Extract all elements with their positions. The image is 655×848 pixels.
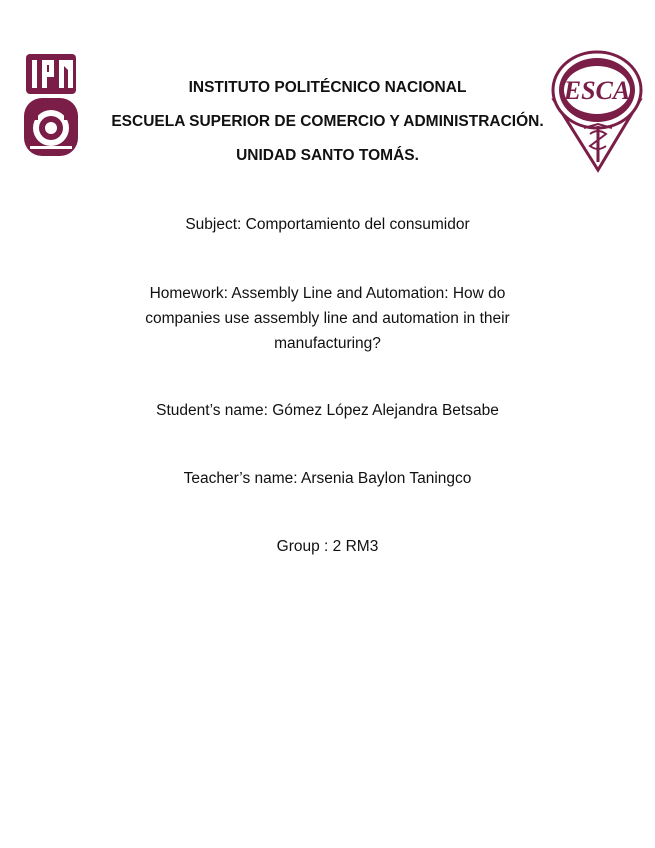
institution-name: INSTITUTO POLITÉCNICO NACIONAL bbox=[188, 79, 467, 96]
teacher-name: Teacher’s name: Arsenia Baylon Taningco bbox=[183, 470, 472, 487]
student-name: Student’s name: Gómez López Alejandra Betsabe bbox=[156, 402, 499, 419]
school-name: ESCUELA SUPERIOR DE COMERCIO Y ADMINISTRACIÓN. bbox=[111, 113, 544, 130]
svg-text:ESCA: ESCA bbox=[563, 76, 631, 105]
ipn-logo-icon bbox=[20, 48, 82, 166]
campus-name: UNIDAD SANTO TOMÁS. bbox=[236, 147, 419, 164]
homework-line: companies use assembly line and automation in their bbox=[145, 310, 510, 327]
group-line: Group : 2 RM3 bbox=[276, 538, 379, 555]
subject-line: Subject: Comportamiento del consumidor bbox=[185, 216, 470, 233]
homework-line: manufacturing? bbox=[274, 335, 381, 352]
homework-line: Homework: Assembly Line and Automation: How do bbox=[149, 285, 506, 302]
homework-block bbox=[90, 281, 565, 356]
